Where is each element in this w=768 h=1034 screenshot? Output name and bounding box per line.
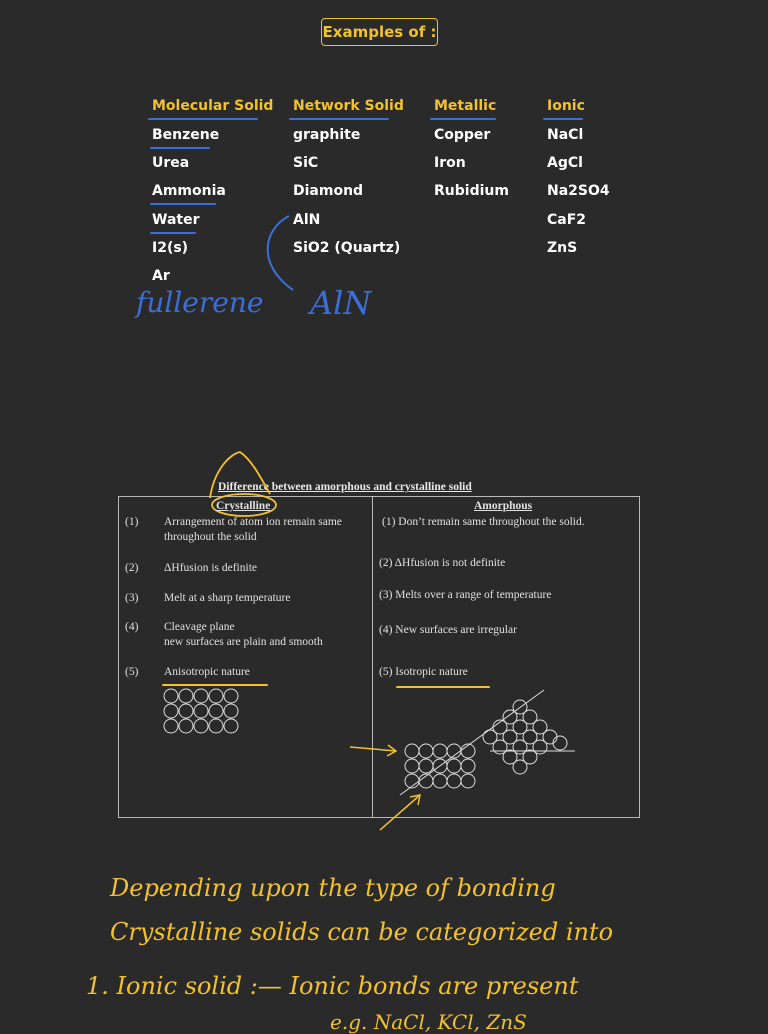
metallic-item: Iron [434,155,466,171]
ionic-item: Na2SO4 [547,183,610,199]
note-line-4: e.g. NaCl, KCl, ZnS [330,1010,527,1034]
molecular-item: Benzene [152,127,220,143]
page-title: Examples of : [321,18,438,46]
row-number: (5) [125,666,139,678]
heading-molecular-solid: Molecular Solid [152,98,274,114]
amorphous-cell: (1) Don’t remain same throughout the solid. [382,516,585,528]
network-item: graphite [293,127,361,143]
metallic-item: Copper [434,127,491,143]
network-item: SiC [293,155,319,171]
molecular-item: Ar [152,268,170,284]
row-number: (2) [125,562,139,574]
heading-network-solid: Network Solid [293,98,404,114]
ionic-item: CaF2 [547,212,587,228]
network-item: SiO2 (Quartz) [293,240,401,256]
note-line-1: Depending upon the type of bonding [110,874,556,902]
network-item: AlN [293,212,321,228]
heading-ionic: Ionic [547,98,585,114]
ionic-item: ZnS [547,240,578,256]
crystalline-cell: Melt at a sharp temperature [164,592,291,604]
heading-metallic: Metallic [434,98,497,114]
row-number: (3) [125,592,139,604]
amorphous-cell: (2) ΔHfusion is not definite [379,557,506,569]
crystalline-lattice-diagram [162,688,246,738]
molecular-item: Urea [152,155,190,171]
row-number: (4) [125,621,139,633]
molecular-item: I2(s) [152,240,189,256]
underline-metallic [430,118,496,120]
note-line-2: Crystalline solids can be categorized into [110,918,614,946]
underline-molecular [148,118,258,120]
note-line-3: 1. Ionic solid :— Ionic bonds are present [86,972,579,1000]
network-item: Diamond [293,183,364,199]
crystalline-cell: Anisotropic nature [164,666,250,678]
ionic-item: AgCl [547,155,583,171]
amorphous-cell: (5) Isotropic nature [379,666,468,678]
handwritten-aln: AlN [310,284,372,322]
crystalline-cell: Cleavage plane new surfaces are plain and smooth [164,621,323,648]
header-crystalline: Crystalline [216,500,271,512]
underline-network [289,118,389,120]
handwritten-fullerene: fullerene [136,286,264,319]
bracket-stroke [255,208,305,298]
header-amorphous: Amorphous [474,500,533,512]
row-number: (1) [125,516,139,528]
underline-ammonia [150,203,216,205]
anisotropic-underline [162,684,268,686]
underline-benzene [150,147,210,149]
ionic-item: NaCl [547,127,584,143]
table-title: Difference between amorphous and crystalline solid [218,481,472,493]
crystalline-cell: ΔHfusion is definite [164,562,257,574]
molecular-item: Water [152,212,200,228]
amorphous-cell: (3) Melts over a range of temperature [379,589,552,601]
molecular-item: Ammonia [152,183,226,199]
crystalline-cell: Arrangement of atom ion remain same throughout the solid [164,516,342,543]
underline-water [150,232,196,234]
ionic-lattice-diagram [340,685,580,835]
metallic-item: Rubidium [434,183,509,199]
underline-ionic [543,118,583,120]
amorphous-cell: (4) New surfaces are irregular [379,624,517,636]
